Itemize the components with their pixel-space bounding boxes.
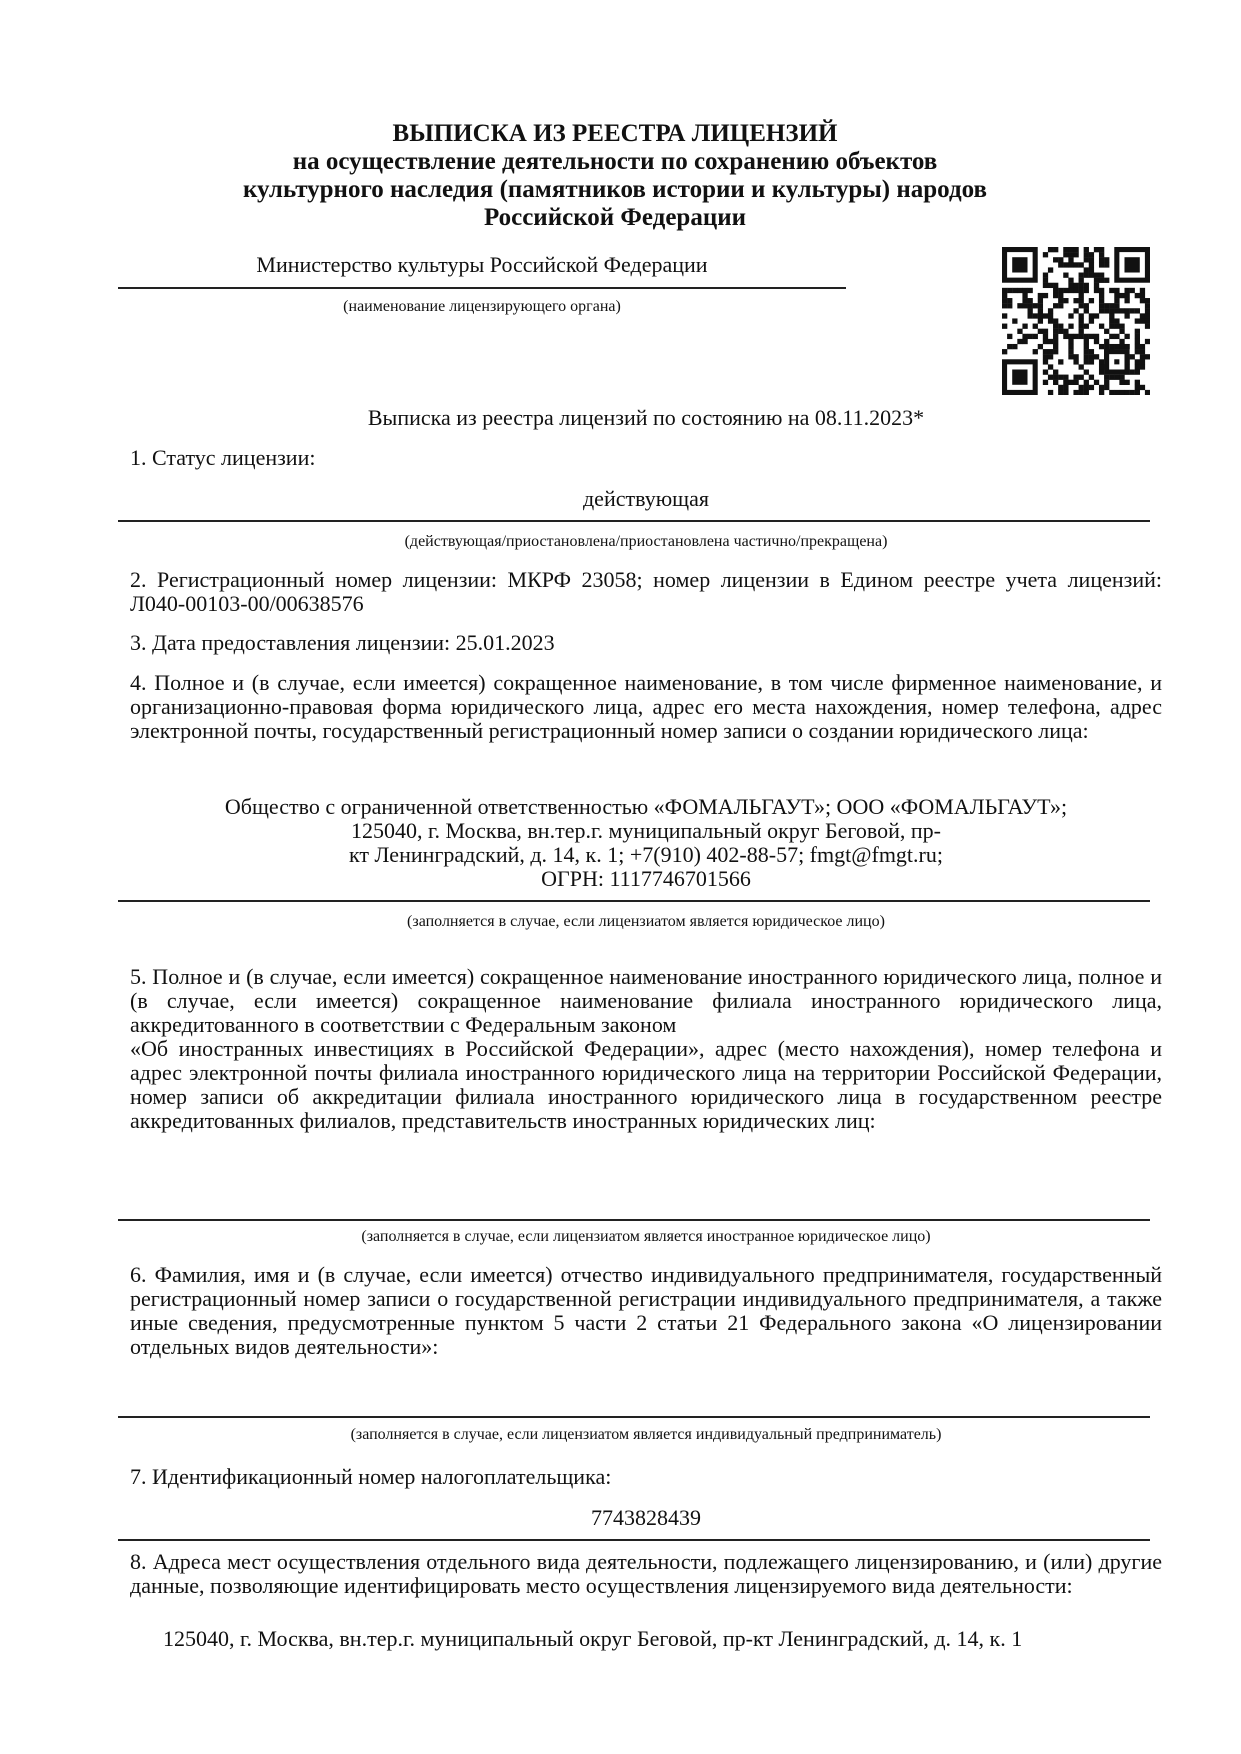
item8-value: 125040, г. Москва, вн.тер.г. муниципальный округ Беговой, пр-кт Ленинградский, д. 14, к. 1 [163,1626,1023,1651]
authority-caption: (наименование лицензирующего органа) [343,298,621,315]
item5-underline [118,1219,1150,1221]
item5-label-part2-text: «Об иностранных инвестициях в Российской Федерации», адрес (место нахождения), номер телефона и адрес электронной почты филиала иностранного юридического лица на территории Российской Федерации, номер записи об аккредитации филиала иностранного юридического лица в государственном реестре аккредитованных филиалов, представительств иностранных юридических лиц: [130,1036,1162,1133]
item4-value-line2: 125040, г. Москва, вн.тер.г. муниципальный округ Беговой, пр- [351,818,941,843]
qr-code-icon [1002,247,1150,395]
document-title-line2: на осуществление деятельности по сохранению объектов [292,148,938,175]
item4-value-line4: ОГРН: 1117746701566 [541,866,751,891]
statement-date: Выписка из реестра лицензий по состоянию на 08.11.2023* [367,405,925,430]
item4-caption: (заполняется в случае, если лицензиатом является юридическое лицо) [407,913,885,930]
item6-label: 6. Фамилия, имя и (в случае, если имеется) отчество индивидуального предпринимателя, государственный регистрационный номер записи о государственной регистрации индивидуального предпринимателя, а также иные сведения, предусмотренные пунктом 5 части 2 статьи 21 Федерального закона «О лицензировании отдельных видов деятельности»: [130,1262,1162,1359]
item4-label: 4. Полное и (в случае, если имеется) сокращенное наименование, в том числе фирменное наименование, и организационно-правовая форма юридического лица, адрес его места нахождения, номер телефона, адрес электронной почты, государственный регистрационный номер записи о создании юридического лица: [130,670,1162,743]
item5-caption: (заполняется в случае, если лицензиатом является иностранное юридическое лицо) [361,1228,931,1245]
item5-label-part1 [130,965,1162,1133]
authority-underline [118,287,846,289]
item4-value-line1: Общество с ограниченной ответственностью «ФОМАЛЬГАУТ»; ООО «ФОМАЛЬГАУТ»; [224,794,1068,819]
item6-caption: (заполняется в случае, если лицензиатом является индивидуальный предприниматель) [350,1426,942,1443]
document-title-line3: культурного наследия (памятников истории и культуры) народов [242,176,987,203]
document-title: ВЫПИСКА ИЗ РЕЕСТРА ЛИЦЕНЗИЙ [392,120,838,147]
item1-label: 1. Статус лицензии: [130,445,316,470]
item3-text: 3. Дата предоставления лицензии: 25.01.2023 [130,630,555,655]
document-title-line4: Российской Федерации [483,204,747,231]
item5-label-part1-text: 5. Полное и (в случае, если имеется) сокращенное наименование иностранного юридического лица, полное и (в случае, если имеется) сокращенное наименование филиала иностранного юридического лица, аккредитованного в соответствии с Федеральным законом [130,964,1162,1037]
item1-underline [118,520,1150,522]
item1-caption: (действующая/приостановлена/приостановлена частично/прекращена) [404,533,888,550]
licensing-authority-name: Министерство культуры Российской Федерации [256,252,708,277]
item7-underline [118,1539,1150,1541]
item4-value-line3: кт Ленинградский, д. 14, к. 1; +7(910) 402-88-57; fmgt@fmgt.ru; [349,842,943,867]
item4-underline [118,900,1150,902]
item8-label: 8. Адреса мест осуществления отдельного вида деятельности, подлежащего лицензированию, и (или) другие данные, позволяющие идентифицировать место осуществления лицензируемого вида деятельности: [130,1549,1162,1598]
item7-value: 7743828439 [591,1505,701,1530]
item7-label: 7. Идентификационный номер налогоплательщика: [130,1464,612,1489]
item1-value: действующая [582,486,709,511]
item2-text: 2. Регистрационный номер лицензии: МКРФ 23058; номер лицензии в Едином реестре учета лицензий: Л040-00103-00/00638576 [130,567,1162,616]
item6-underline [118,1416,1150,1418]
